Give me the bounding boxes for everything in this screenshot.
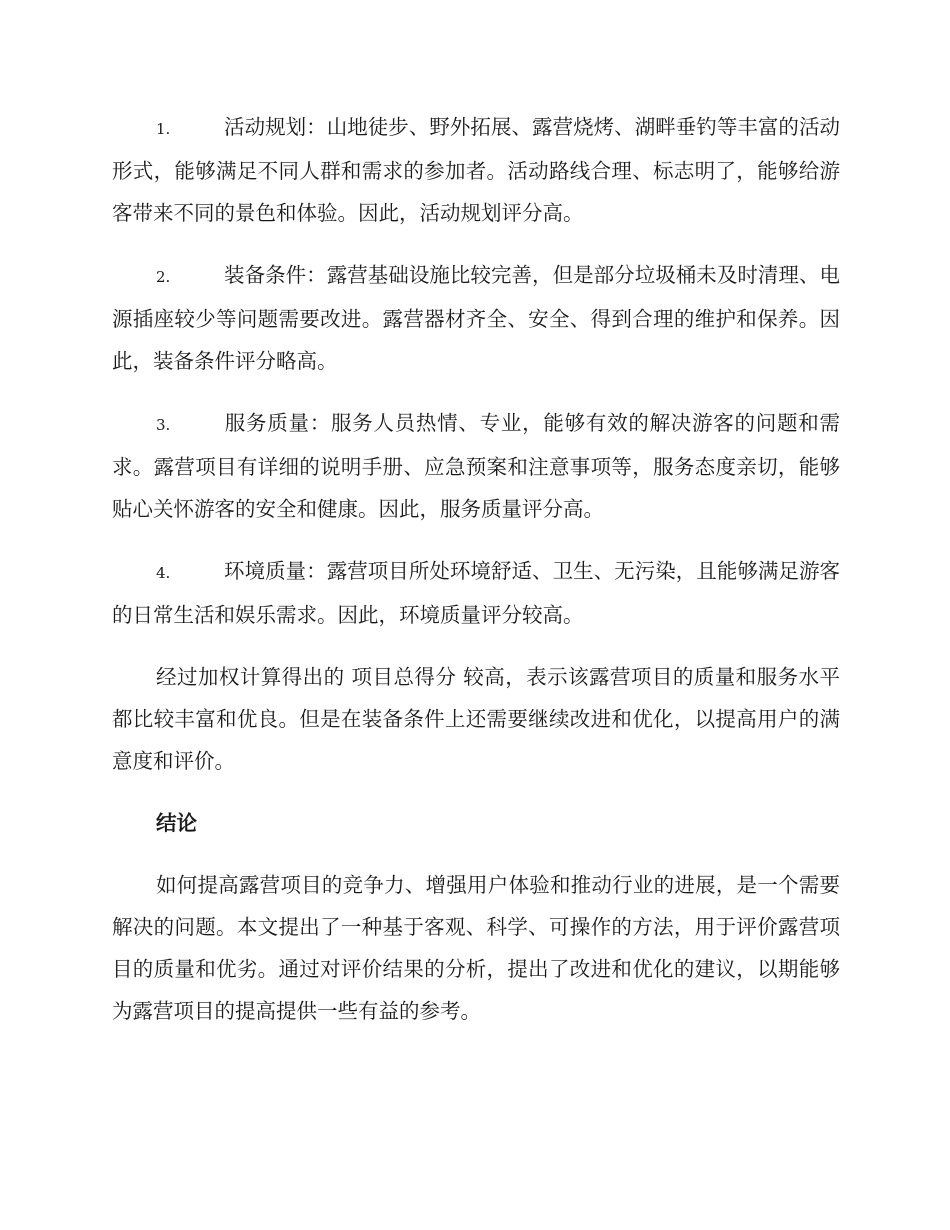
conclusion-paragraph: 如何提高露营项目的竞争力、增强用户体验和推动行业的进展，是一个需要解决的问题。本文提出了一种基于客观、科学、可操作的方法，用于评价露营项目的质量和优劣。通过对评价结果的分析，提出了改进和优化的建议，以期能够为露营项目的提高提供一些有益的参考。: [112, 873, 840, 1023]
list-item-text: 活动规划：山地徒步、野外拓展、露营烧烤、湖畔垂钓等丰富的活动形式，能够满足不同人群和需求的参加者。活动路线合理、标志明了，能够给游客带来不同的景色和体验。因此，活动规划评分高。: [112, 115, 840, 225]
list-number: 1.: [156, 120, 171, 138]
list-item-text: 装备条件：露营基础设施比较完善，但是部分垃圾桶未及时清理、电源插座较少等问题需要改进。露营器材齐全、安全、得到合理的维护和保养。因此，装备条件评分略高。: [112, 263, 840, 373]
list-item-text: 环境质量：露营项目所处环境舒适、卫生、无污染，且能够满足游客的日常生活和娱乐需求。因此，环境质量评分较高。: [112, 559, 840, 627]
list-item-3: [112, 402, 840, 530]
list-number: 4.: [156, 564, 171, 582]
summary-paragraph: 经过加权计算得出的 项目总得分 较高，表示该露营项目的质量和服务水平都比较丰富和优良。但是在装备条件上还需要继续改进和优化，以提高用户的满意度和评价。: [112, 665, 840, 773]
list-item-1: [112, 106, 840, 234]
document-page: [112, 106, 840, 1052]
list-item-text: 服务质量：服务人员热情、专业，能够有效的解决游客的问题和需求。露营项目有详细的说明手册、应急预案和注意事项等，服务态度亲切，能够贴心关怀游客的安全和健康。因此，服务质量评分高。: [112, 411, 840, 521]
list-number: 3.: [156, 416, 171, 434]
list-item-4: [112, 550, 840, 636]
list-item-2: [112, 254, 840, 382]
list-number: 2.: [156, 268, 171, 286]
conclusion-heading: 结论: [156, 811, 197, 835]
